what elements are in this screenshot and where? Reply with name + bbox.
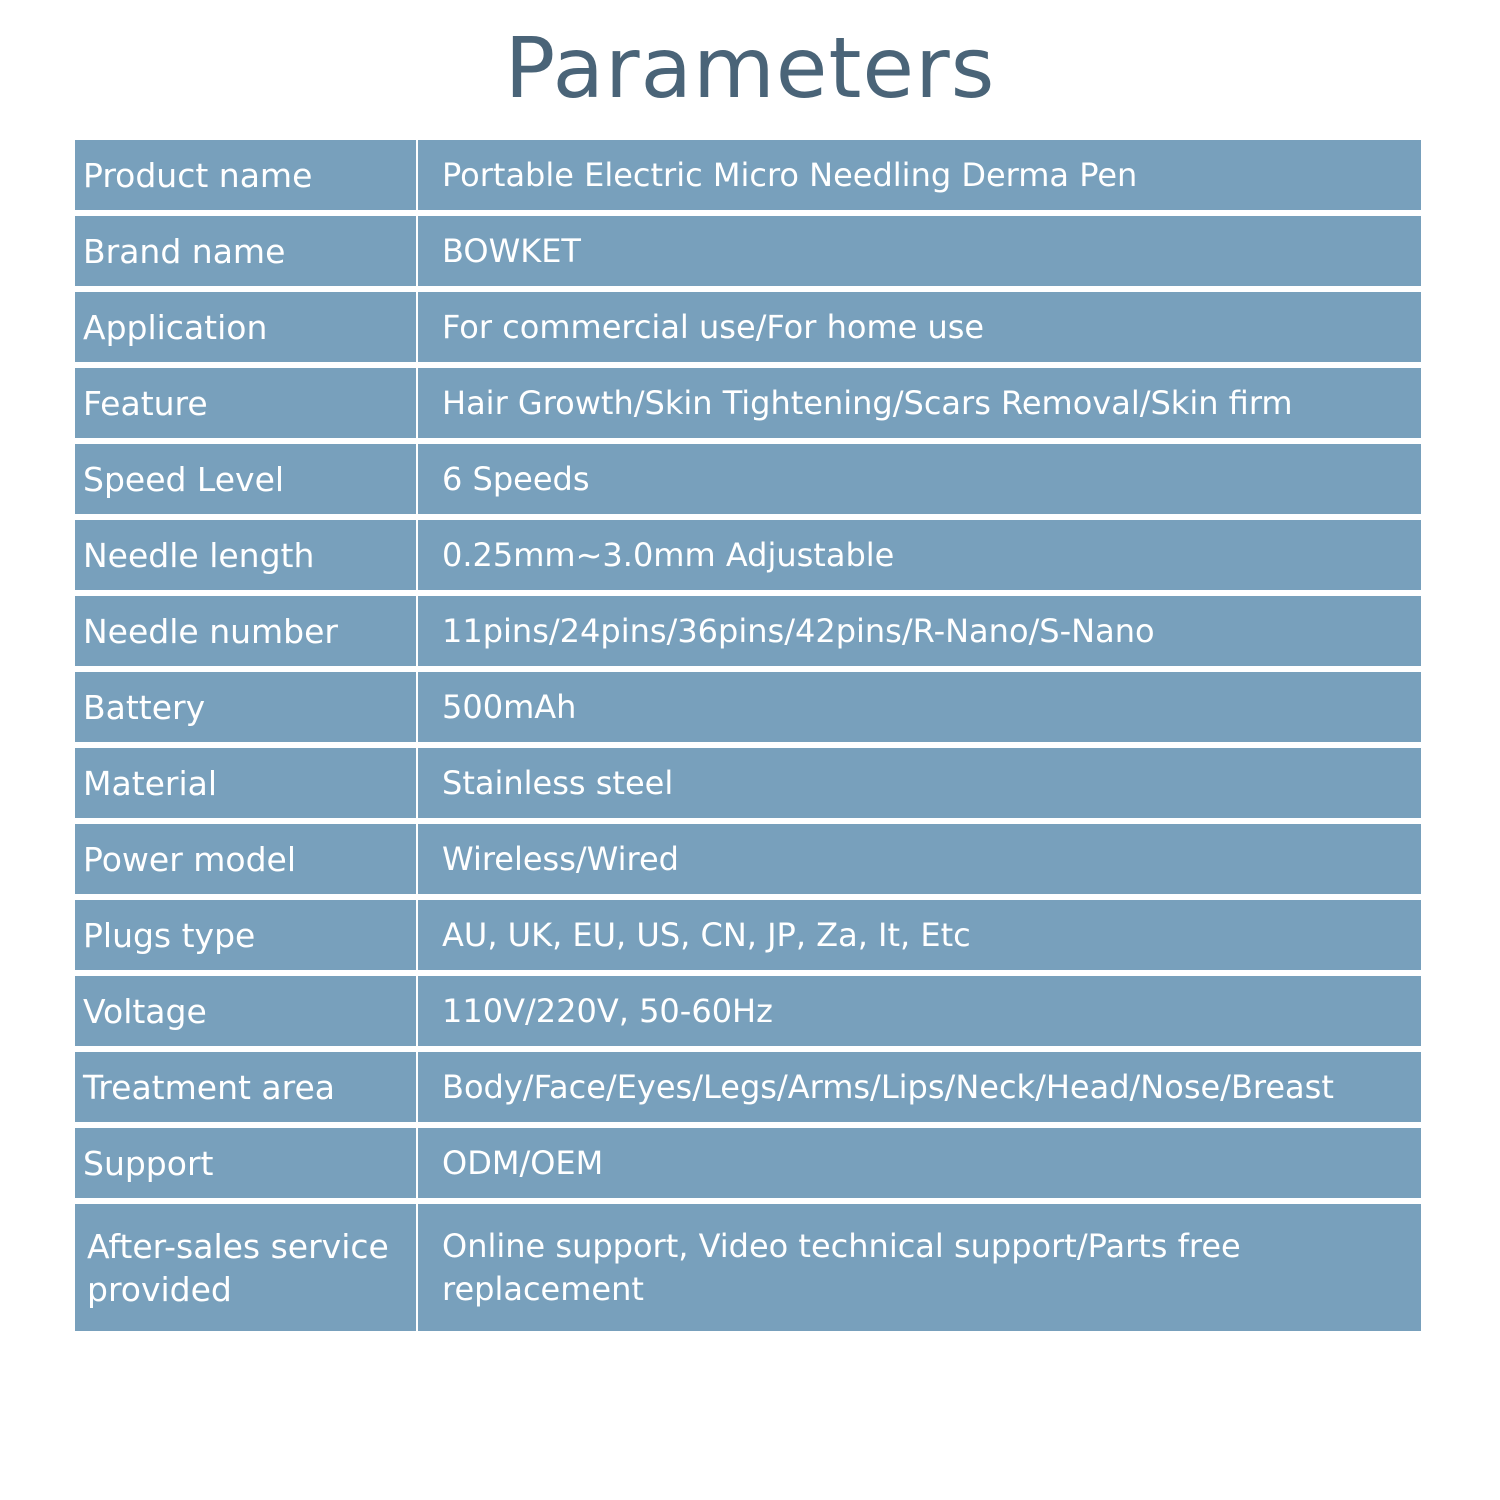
spec-value: Hair Growth/Skin Tightening/Scars Removal/Skin firm xyxy=(442,383,1293,422)
spec-row-speed-level xyxy=(75,444,1421,514)
spec-value: ODM/OEM xyxy=(442,1143,604,1182)
spec-label: Plugs type xyxy=(75,900,418,970)
page-title: Parameters xyxy=(504,19,996,117)
spec-label: Support xyxy=(75,1128,418,1198)
spec-value: Stainless steel xyxy=(442,763,674,802)
spec-table xyxy=(75,140,1421,1331)
spec-row-power-model xyxy=(75,824,1421,894)
spec-value: AU, UK, EU, US, CN, JP, Za, It, Etc xyxy=(442,915,971,954)
spec-value: Portable Electric Micro Needling Derma Pen xyxy=(442,155,1138,194)
spec-row-needle-length xyxy=(75,520,1421,590)
spec-row-treatment-area xyxy=(75,1052,1421,1122)
spec-label: Feature xyxy=(75,368,418,438)
spec-label: Battery xyxy=(75,672,418,742)
spec-row-brand-name xyxy=(75,216,1421,286)
spec-label: Product name xyxy=(75,140,418,210)
spec-row-support xyxy=(75,1128,1421,1198)
spec-row-product-name xyxy=(75,140,1421,210)
spec-label: Treatment area xyxy=(75,1052,418,1122)
spec-value: For commercial use/For home use xyxy=(442,307,985,346)
spec-row-application xyxy=(75,292,1421,362)
spec-value: Online support, Video technical support/Parts free replacement xyxy=(442,1226,1241,1308)
spec-row-plugs-type xyxy=(75,900,1421,970)
spec-value: Wireless/Wired xyxy=(442,839,679,878)
spec-label: Needle length xyxy=(75,520,418,590)
spec-label: Application xyxy=(75,292,418,362)
spec-row-after-sales-service xyxy=(75,1204,1421,1331)
spec-label: Voltage xyxy=(75,976,418,1046)
spec-value: 11pins/24pins/36pins/42pins/R-Nano/S-Nano xyxy=(442,611,1155,650)
spec-value: Body/Face/Eyes/Legs/Arms/Lips/Neck/Head/Nose/Breast xyxy=(442,1067,1334,1106)
spec-row-feature xyxy=(75,368,1421,438)
spec-row-needle-number xyxy=(75,596,1421,666)
spec-label: Power model xyxy=(75,824,418,894)
spec-row-battery xyxy=(75,672,1421,742)
spec-label: Brand name xyxy=(75,216,418,286)
spec-value: 110V/220V, 50-60Hz xyxy=(442,991,773,1030)
spec-label: Speed Level xyxy=(75,444,418,514)
spec-label: After-sales service provided xyxy=(75,1204,418,1331)
spec-label: Material xyxy=(75,748,418,818)
spec-value: BOWKET xyxy=(442,231,581,270)
spec-value: 6 Speeds xyxy=(442,459,590,498)
spec-row-material xyxy=(75,748,1421,818)
spec-label: Needle number xyxy=(75,596,418,666)
spec-value: 500mAh xyxy=(442,687,577,726)
spec-value: 0.25mm~3.0mm Adjustable xyxy=(442,535,895,574)
spec-row-voltage xyxy=(75,976,1421,1046)
